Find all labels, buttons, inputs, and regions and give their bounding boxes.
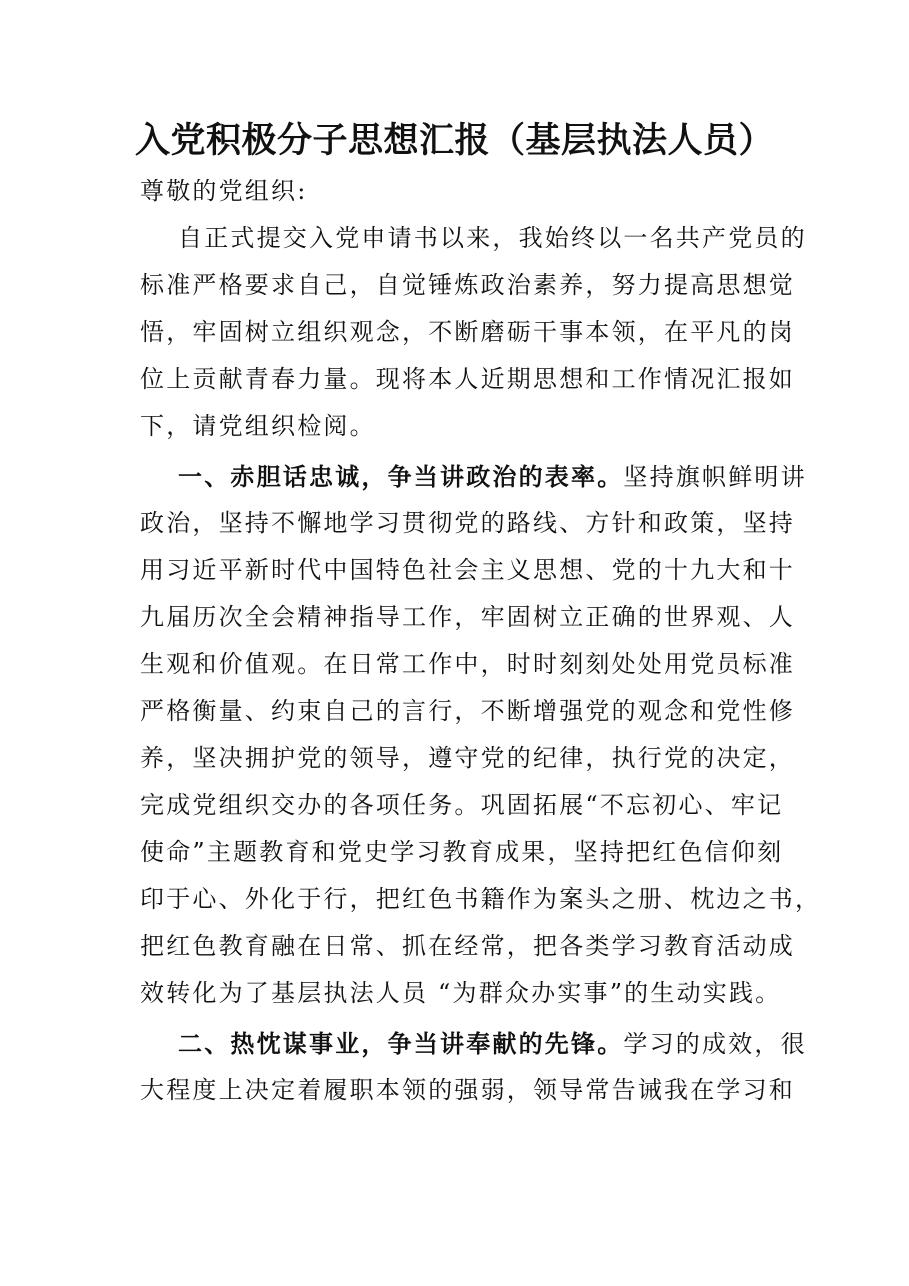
paragraph-line: 把红色教育融在日常、抓在经常，把各类学习教育活动成 xyxy=(140,932,795,960)
paragraph-line: 九届历次全会精神指导工作，牢固树立正确的世界观、人 xyxy=(140,603,795,631)
section2-first-line xyxy=(140,1020,807,1067)
paragraph-line: 印于心、外化于行，把红色书籍作为案头之册、枕边之书， xyxy=(140,885,822,913)
paragraph-line: 完成党组织交办的各项任务。巩固拓展“不忘初心、牢记 xyxy=(140,791,784,819)
paragraph-line: 严格衡量、约束自己的言行，不断增强党的观念和党性修 xyxy=(140,697,795,725)
salutation: 尊敬的党组织: xyxy=(140,177,308,205)
section2-heading-continuation: 学习的成效，很 xyxy=(623,1030,807,1058)
paragraph-line: 生观和价值观。在日常工作中，时时刻刻处处用党员标准 xyxy=(140,650,795,678)
paragraph-line: 效转化为了基层执法人员 “为群众办实事”的生动实践。 xyxy=(140,979,782,1007)
paragraph-line: 用习近平新时代中国特色社会主义思想、党的十九大和十 xyxy=(140,556,795,584)
paragraph-line: 悟，牢固树立组织观念，不断磨砺干事本领，在平凡的岗 xyxy=(140,318,795,346)
document-body xyxy=(140,168,822,1114)
paragraph-line: 标准严格要求自己，自觉锤炼政治素养，努力提高思想觉 xyxy=(140,271,795,299)
paragraph-line: 大程度上决定着履职本领的强弱，领导常告诫我在学习和 xyxy=(140,1076,795,1104)
section1-first-line xyxy=(140,453,807,500)
document-title: 入党积极分子思想汇报（基层执法人员） xyxy=(134,120,774,161)
section1-heading: 一、赤胆话忠诚，争当讲政治的表率。 xyxy=(178,462,624,491)
paragraph-line: 下，请党组织检阅。 xyxy=(140,412,376,440)
section1-heading-continuation: 坚持旗帜鲜明讲 xyxy=(623,463,807,491)
paragraph-line: 自正式提交入党申请书以来，我始终以一名共产党员的 xyxy=(178,224,807,252)
section2-heading: 二、热忱谋事业，争当讲奉献的先锋。 xyxy=(178,1029,624,1058)
paragraph-line: 使命”主题教育和党史学习教育成果，坚持把红色信仰刻 xyxy=(140,838,784,866)
paragraph-line: 位上贡献青春力量。现将本人近期思想和工作情况汇报如 xyxy=(140,365,795,393)
paragraph-line: 政治，坚持不懈地学习贯彻党的路线、方针和政策，坚持 xyxy=(140,509,795,537)
paragraph-line: 养，坚决拥护党的领导，遵守党的纪律，执行党的决定， xyxy=(140,744,795,772)
